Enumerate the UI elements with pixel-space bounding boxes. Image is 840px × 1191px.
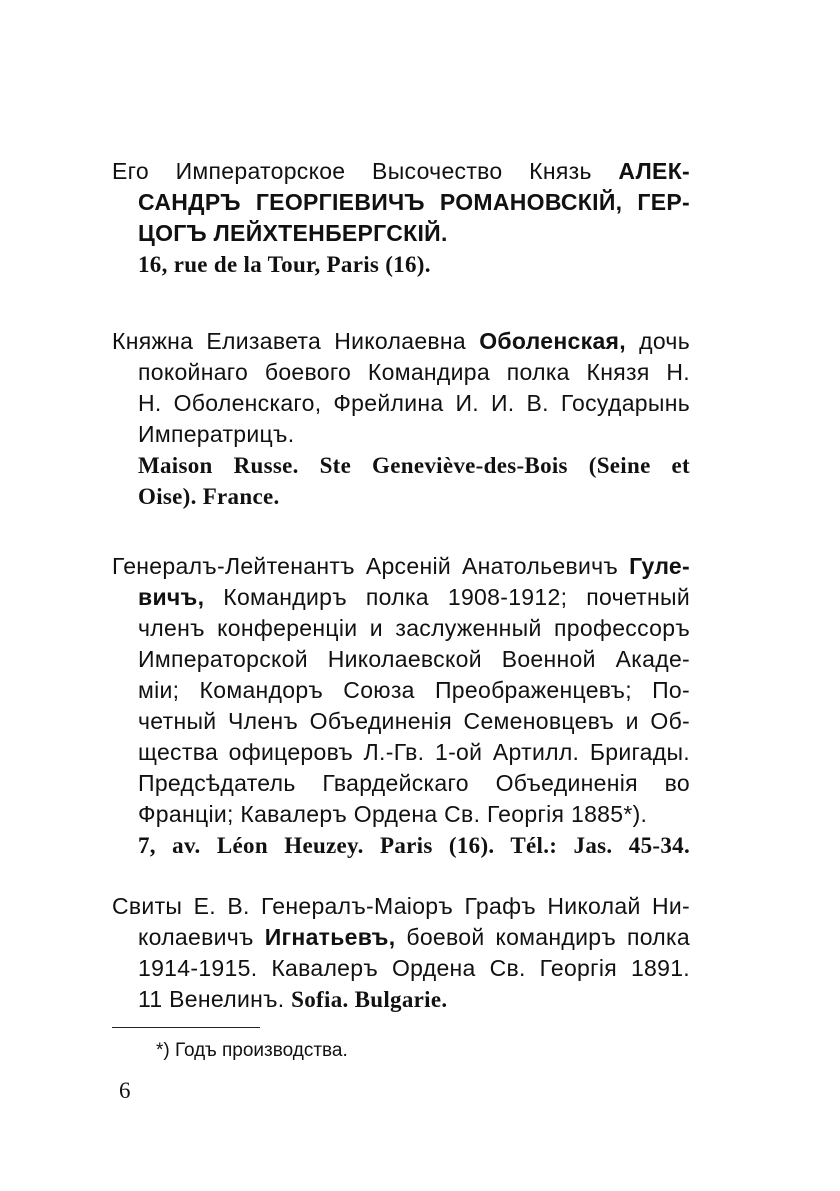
entry-line xyxy=(112,891,690,922)
address-text: Oise). France. xyxy=(138,484,280,509)
entry-text: Командиръ полка 1908-1912; почетный xyxy=(204,584,690,610)
entry-ignatiev xyxy=(112,891,690,1015)
entry-text: Франціи; Кавалеръ Ордена Св. Георгія 1885*). xyxy=(138,801,648,827)
entry-line xyxy=(112,984,690,1015)
address-text: 16, rue de la Tour, Paris (16). xyxy=(138,252,431,277)
entry-leuchtenberg xyxy=(112,156,690,280)
entry-name: САНДРЪ ГЕОРГІЕВИЧЪ РОМАНОВСКІЙ, ГЕР- xyxy=(138,189,690,215)
entry-name: АЛЕК- xyxy=(618,158,690,184)
entry-text: покойнаго боевого Командира полка Князя Н. xyxy=(138,359,690,385)
entry-text: Княжна Елизавета Николаевна xyxy=(112,328,480,354)
entry-text: Генералъ-Лейтенантъ Арсеній Анатольевичъ xyxy=(112,553,630,579)
entry-obolenskaya xyxy=(112,326,690,512)
entry-text: Н. Оболенскаго, Фрейлина И. И. В. Государынь xyxy=(138,390,690,416)
entry-name: вичъ, xyxy=(138,584,205,610)
entry-line xyxy=(112,737,690,768)
entry-line xyxy=(112,419,690,450)
page-number: 6 xyxy=(119,1078,131,1103)
address-text: 7, av. Léon Heuzey. Paris (16). Tél.: Jas. 45-34. xyxy=(138,833,690,858)
address-text: Maison Russe. Ste Geneviève-des-Bois (Seine et xyxy=(138,453,690,478)
entry-line xyxy=(112,706,690,737)
entry-text: щества офицеровъ Л.-Гв. 1-ой Артилл. Бригады. xyxy=(138,739,690,765)
address-text: Sofia. Bulgarie. xyxy=(291,987,448,1012)
entry-name: Игнатьевъ, xyxy=(264,924,396,950)
entry-name: Гуле- xyxy=(629,553,690,579)
entry-line xyxy=(112,388,690,419)
entry-text: четный Членъ Объединенія Семеновцевъ и Об- xyxy=(138,708,690,734)
entry-text: Свиты Е. В. Генералъ-Маіоръ Графъ Николай Ни- xyxy=(112,893,690,919)
entry-line xyxy=(112,799,690,830)
entry-text: дочь xyxy=(625,328,690,354)
entry-text: членъ конференціи и заслуженный профессоръ xyxy=(138,615,690,641)
entry-line xyxy=(112,187,690,218)
entry-address xyxy=(112,450,690,481)
entry-gulevich xyxy=(112,551,690,861)
entry-text: боевой командиръ полка xyxy=(395,924,690,950)
entry-text: Императрицъ. xyxy=(138,421,295,447)
entry-line xyxy=(112,953,690,984)
entry-address xyxy=(112,830,690,861)
entry-line xyxy=(112,922,690,953)
entry-text: Его Императорское Высочество Князь xyxy=(112,158,619,184)
entry-text: Императорской Николаевской Военной Акаде- xyxy=(138,646,690,672)
entry-line xyxy=(112,613,690,644)
entry-text: 1914-1915. Кавалеръ Ордена Св. Георгія 1891. xyxy=(138,955,690,981)
footnote-divider xyxy=(112,1027,260,1028)
entry-address xyxy=(112,249,690,280)
entry-text: Предсѣдатель Гвардейскаго Объединенія во xyxy=(138,770,690,796)
entry-name: Оболенская, xyxy=(479,328,626,354)
entry-address xyxy=(112,481,690,512)
entry-line xyxy=(112,218,690,249)
entry-line xyxy=(112,644,690,675)
entry-text: 11 Венелинъ. xyxy=(138,986,292,1012)
entry-line xyxy=(112,357,690,388)
entry-line xyxy=(112,551,690,582)
entry-text: колаевичъ xyxy=(138,924,265,950)
entry-line xyxy=(112,582,690,613)
entry-line xyxy=(112,326,690,357)
entry-name: ЦОГЪ ЛЕЙХТЕНБЕРГСКІЙ. xyxy=(138,220,448,246)
entry-line xyxy=(112,156,690,187)
entry-line xyxy=(112,768,690,799)
footnote: *) Годъ производства. xyxy=(156,1040,348,1061)
entry-line xyxy=(112,675,690,706)
entry-text: міи; Командоръ Союза Преображенцевъ; По- xyxy=(138,677,690,703)
